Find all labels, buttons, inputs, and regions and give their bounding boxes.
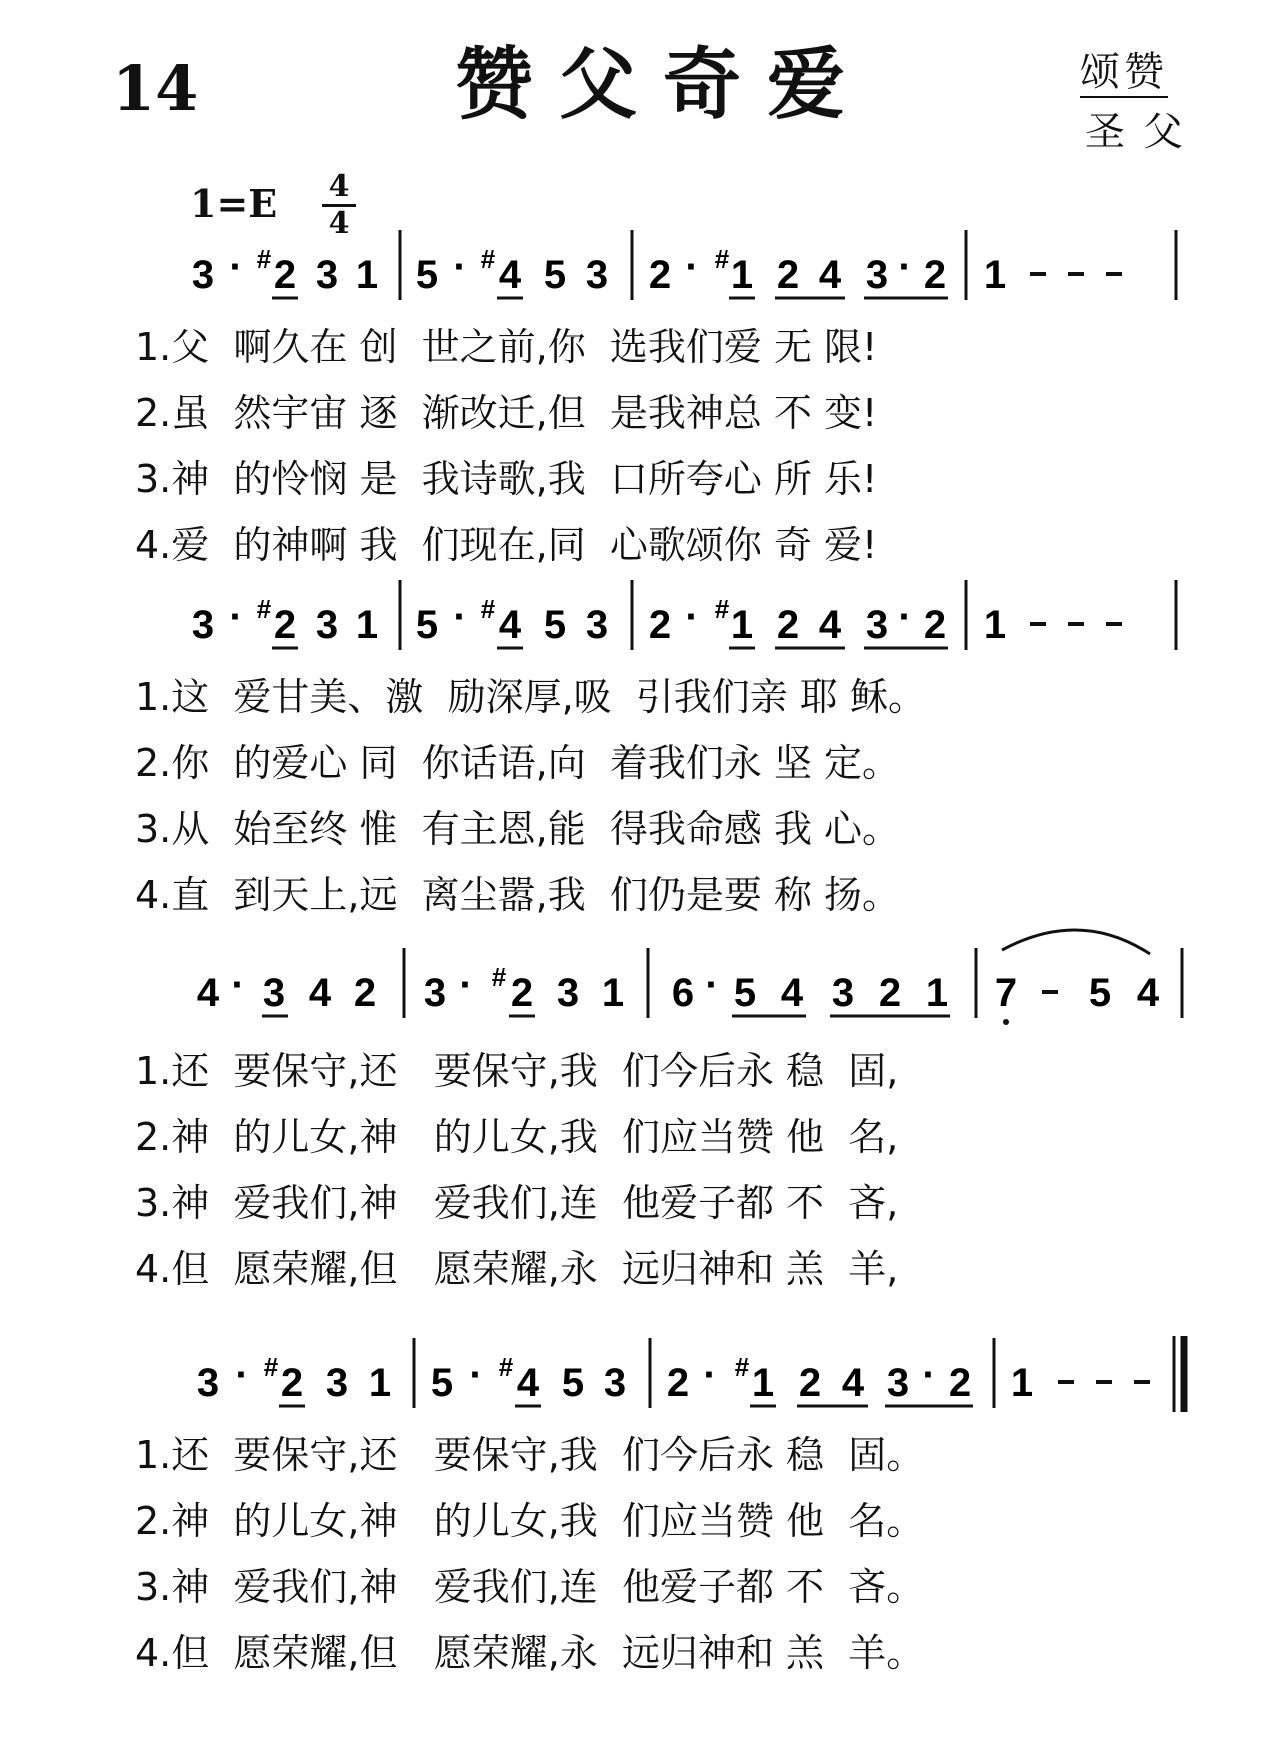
- note: 2: [273, 253, 297, 297]
- note: 3: [585, 603, 609, 647]
- hymn-category: 颂赞: [1080, 52, 1168, 98]
- note: 4: [818, 253, 842, 297]
- sharp-sign: #: [263, 1352, 279, 1382]
- dot: ·: [231, 963, 245, 1007]
- note: 2: [648, 603, 672, 647]
- note: 1: [983, 253, 1007, 297]
- lyric-line: 2.虽 然宇宙 逐 渐改迁,但 是我神总 不 变!: [135, 391, 878, 435]
- lyric-line: 2.神 的儿女,神 的儿女,我 们应当赞 他 名。: [135, 1499, 925, 1543]
- note: 3: [196, 1361, 220, 1405]
- lyric-line: 4.直 到天上,远 离尘嚣,我 们仍是要 称 扬。: [135, 873, 901, 917]
- note: 2: [648, 253, 672, 297]
- note: 3: [191, 603, 215, 647]
- dot: ·: [453, 595, 467, 639]
- note: 5: [415, 253, 439, 297]
- note: 3: [423, 971, 447, 1015]
- note: 3: [315, 603, 339, 647]
- dot: ·: [703, 1353, 717, 1397]
- time-signature-bottom: 4: [328, 206, 350, 241]
- time-signature-top: 4: [322, 172, 356, 207]
- note: 4: [498, 603, 522, 647]
- hymn-title: 赞父奇爱: [455, 40, 872, 130]
- dot: ·: [898, 595, 912, 639]
- key-signature: 1=E: [190, 181, 278, 226]
- note: 4: [841, 1361, 865, 1405]
- lyric-line: 2.你 的爱心 同 你话语,向 着我们永 坚 定。: [135, 741, 901, 785]
- note: 5: [430, 1361, 454, 1405]
- note: 1: [730, 253, 754, 297]
- note: 3: [865, 253, 889, 297]
- lower-octave-dot: [1003, 1019, 1009, 1025]
- note: 1: [925, 971, 949, 1015]
- lyric-line: 3.神 爱我们,神 爱我们,连 他爱子都 不 吝。: [135, 1565, 925, 1609]
- dot: ·: [459, 963, 473, 1007]
- note: 2: [353, 971, 377, 1015]
- dot: ·: [685, 595, 699, 639]
- note: 2: [923, 253, 947, 297]
- note: 5: [543, 253, 567, 297]
- note: 1: [355, 253, 379, 297]
- sharp-sign: #: [256, 244, 272, 274]
- note: 7: [994, 971, 1018, 1015]
- sharp-sign: #: [714, 594, 730, 624]
- hymn-number: 14: [112, 52, 199, 125]
- lyric-line: 1.这 爱甘美、激 励深厚,吸 引我们亲 耶 稣。: [135, 675, 926, 719]
- slur: [1002, 930, 1150, 954]
- note: 4: [780, 971, 804, 1015]
- lyric-line: 1.还 要保守,还 要保守,我 们今后永 稳 固。: [135, 1433, 925, 1477]
- note: 4: [498, 253, 522, 297]
- dot: ·: [453, 245, 467, 289]
- note: 2: [776, 603, 800, 647]
- sharp-sign: #: [498, 1352, 514, 1382]
- notation-line-3: [0, 930, 1280, 1040]
- note: 2: [280, 1361, 304, 1405]
- note: 3: [191, 253, 215, 297]
- note: 2: [510, 971, 534, 1015]
- sharp-sign: #: [734, 1352, 750, 1382]
- note: 4: [308, 971, 332, 1015]
- note: 3: [603, 1361, 627, 1405]
- note: 5: [415, 603, 439, 647]
- dot: ·: [705, 963, 719, 1007]
- note: 4: [196, 971, 220, 1015]
- lyric-line: 4.爱 的神啊 我 们现在,同 心歌颂你 奇 爱!: [135, 523, 878, 567]
- sharp-sign: #: [480, 594, 496, 624]
- lyric-line: 3.从 始至终 惟 有主恩,能 得我命感 我 心。: [135, 807, 901, 851]
- notation-line-1: [0, 218, 1280, 328]
- note: 3: [831, 971, 855, 1015]
- dot: ·: [898, 245, 912, 289]
- note: 2: [776, 253, 800, 297]
- note: 5: [1088, 971, 1112, 1015]
- dot: ·: [469, 1353, 483, 1397]
- note: 5: [543, 603, 567, 647]
- note: 2: [878, 971, 902, 1015]
- sharp-sign: #: [480, 244, 496, 274]
- notation-line-4: [0, 1320, 1280, 1430]
- lyric-line: 2.神 的儿女,神 的儿女,我 们应当赞 他 名,: [135, 1115, 899, 1159]
- note: 5: [561, 1361, 585, 1405]
- note: 3: [886, 1361, 910, 1405]
- lyric-line: 1.父 啊久在 创 世之前,你 选我们爱 无 限!: [135, 325, 878, 369]
- note: 1: [751, 1361, 775, 1405]
- note: 3: [315, 253, 339, 297]
- note: 3: [585, 253, 609, 297]
- dot: ·: [922, 1353, 936, 1397]
- note: 4: [818, 603, 842, 647]
- note: 1: [355, 603, 379, 647]
- lyric-line: 4.但 愿荣耀,但 愿荣耀,永 远归神和 羔 羊,: [135, 1247, 899, 1291]
- lyric-line: 3.神 的怜悯 是 我诗歌,我 口所夸心 所 乐!: [135, 457, 878, 501]
- sharp-sign: #: [714, 244, 730, 274]
- note: 2: [798, 1361, 822, 1405]
- note: 1: [601, 971, 625, 1015]
- notation-line-2: [0, 568, 1280, 678]
- note: 3: [865, 603, 889, 647]
- note: 3: [556, 971, 580, 1015]
- hymn-subcategory: 圣父: [1085, 109, 1201, 155]
- note: 1: [983, 603, 1007, 647]
- dot: ·: [685, 245, 699, 289]
- note: 6: [671, 971, 695, 1015]
- note: 2: [666, 1361, 690, 1405]
- note: 1: [368, 1361, 392, 1405]
- sharp-sign: #: [491, 962, 507, 992]
- dot: ·: [235, 1353, 249, 1397]
- dot: ·: [229, 595, 243, 639]
- lyric-line: 3.神 爱我们,神 爱我们,连 他爱子都 不 吝,: [135, 1181, 899, 1225]
- sharp-sign: #: [256, 594, 272, 624]
- note: 3: [262, 971, 286, 1015]
- note: 4: [516, 1361, 540, 1405]
- note: 5: [733, 971, 757, 1015]
- lyric-line: 4.但 愿荣耀,但 愿荣耀,永 远归神和 羔 羊。: [135, 1631, 925, 1675]
- note: 2: [273, 603, 297, 647]
- note: 1: [730, 603, 754, 647]
- note: 2: [923, 603, 947, 647]
- note: 2: [948, 1361, 972, 1405]
- note: 1: [1010, 1361, 1034, 1405]
- lyric-line: 1.还 要保守,还 要保守,我 们今后永 稳 固,: [135, 1049, 899, 1093]
- note: 4: [1136, 971, 1160, 1015]
- dot: ·: [229, 245, 243, 289]
- note: 3: [325, 1361, 349, 1405]
